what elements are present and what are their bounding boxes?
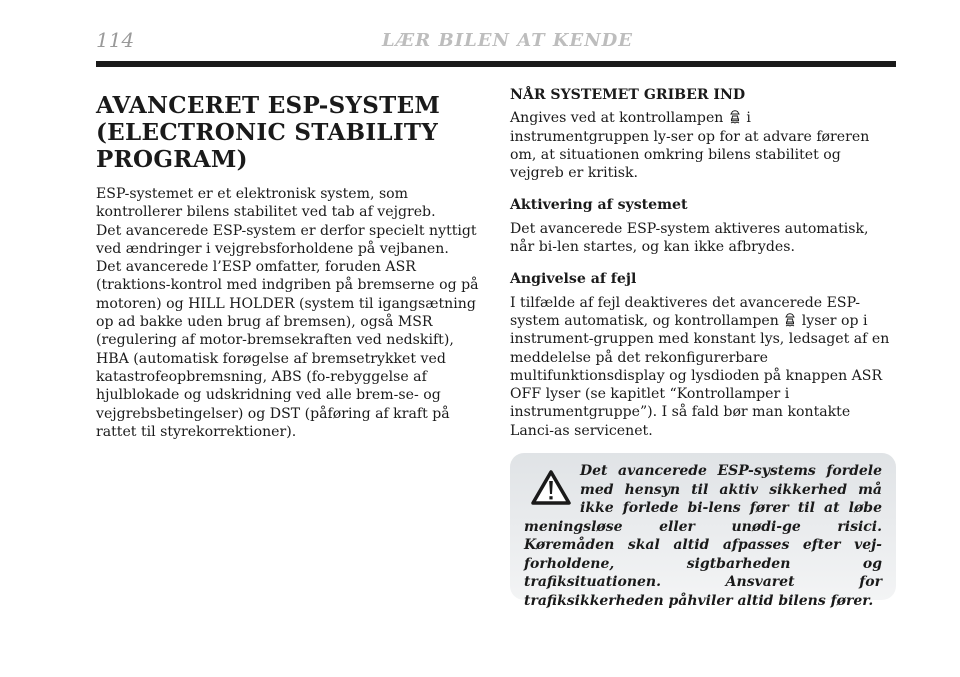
text-run: I tilfælde af fejl deaktiveres det avancerede ESP-system automatisk, og kontrollampen — [510, 294, 861, 329]
right-column — [510, 86, 894, 440]
body-paragraph: Det avancerede ESP-system aktiveres automatisk, når bi-len startes, og kan ikke afbrydes. — [510, 220, 869, 256]
running-header: LÆR BILEN AT KENDE — [382, 30, 634, 51]
subsection-title: Aktivering af systemet — [510, 197, 688, 214]
esp-warning-lamp-icon — [728, 110, 742, 124]
esp-warning-lamp-icon — [783, 313, 797, 327]
body-paragraph: Det avancerede l’ESP omfatter, foruden ASR (traktions-kontrol med indgriben på bremserne og på motoren) og HILL HOLDER (system til igangsætning op ad bakke uden brug af bremsen), også MSR (regulering af motor-bremsekraften ved nedskift), HBA (automatisk forøgelse af bremsetrykket ved katastrofeopbremsning, ABS (fo-rebyggelse af hjulblokade og udskridning ved alle brem-se- og vejgrebsbetingelser) og DST (påføring af kraft på rattet til styrekorrektioner). — [96, 259, 479, 440]
text-run: i instrumentgruppen ly-ser op for at advare føreren om, at situationen omkring bilens stabilitet og vejgreb er kritisk. — [510, 110, 870, 182]
left-column — [96, 86, 480, 441]
page-number: 114 — [96, 28, 135, 52]
body-paragraph: ESP-systemet er et elektronisk system, som kontrollerer bilens stabilitet ved tab af vejgreb. — [96, 186, 436, 221]
body-paragraph: Det avancerede ESP-system er derfor specielt nyttigt ved ændringer i vejgrebsforholdene på vejbanen. — [96, 222, 477, 257]
section-heading: AVANCERET ESP-SYSTEM (ELECTRONIC STABILITY PROGRAM) — [96, 92, 441, 173]
body-paragraph — [510, 294, 894, 440]
subsection-title: Angivelse af fejl — [510, 271, 637, 288]
subsection-title: NÅR SYSTEMET GRIBER IND — [510, 87, 746, 103]
header-rule — [96, 61, 896, 67]
body-paragraph — [510, 109, 894, 182]
warning-box — [510, 453, 896, 609]
text-run: lyser op i instrument-gruppen med konstant lys, ledsaget af en meddelelse på det rekonfigurerbare multifunktionsdisplay og lysdioden på knappen ASR OFF lyser (se kapitlet “Kontrollamper i instrumentgruppe”). I så fald bør man kontakte Lanci-as servicenet. — [510, 312, 890, 439]
text-run: Angives ved at kontrollampen — [510, 110, 724, 127]
warning-text: Det avancerede ESP-systems fordele med hensyn til aktiv sikkerhed må ikke forlede bi-lens fører til at løbe meningsløse eller unødi-ge risici. Køremåden skal altid afpasses efter vej-forholdene, sigtbarheden og trafiksituationen. Ansvaret for trafiksikkerheden påhviler altid bilens fører. — [524, 463, 882, 609]
